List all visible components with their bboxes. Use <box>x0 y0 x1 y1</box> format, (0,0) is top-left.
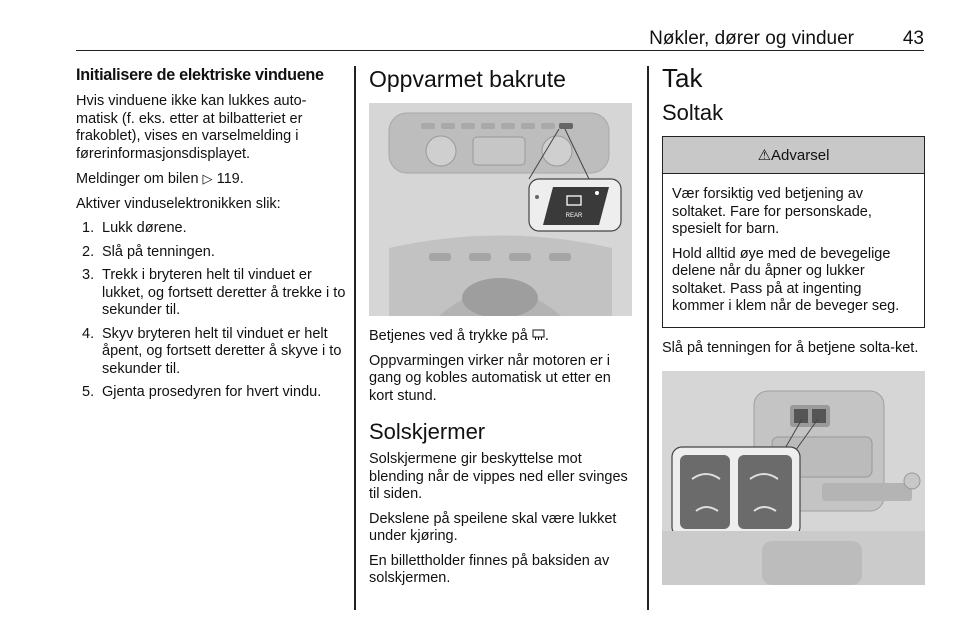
list-item: 5. Gjenta prosedyren for hvert vindu. <box>82 384 322 400</box>
section-heading: Initialisere de elektriske vinduene <box>76 66 324 84</box>
warning-body <box>663 174 924 327</box>
warning-box <box>662 136 925 328</box>
warning-header: ⚠Advarsel <box>663 137 924 174</box>
rear-button-label: REAR <box>565 213 583 219</box>
column-2 <box>369 66 634 595</box>
chapter-title: Nøkler, dører og vinduer <box>649 28 854 49</box>
column-1 <box>76 66 346 408</box>
column-3 <box>662 63 925 585</box>
column-divider <box>354 66 356 610</box>
step-list <box>76 220 346 402</box>
chapter-heading: Tak <box>662 63 703 93</box>
paragraph: Aktiver vinduselektronikken slik: <box>76 195 281 212</box>
list-item: 1. Lukk dørene. <box>82 220 187 236</box>
paragraph: Hold alltid øye med de bevegelige delene når du åpner og lukker soltaket. Pass på at ingenting kommer i klem når de beveger seg. <box>672 245 900 314</box>
paragraph: En billettholder finnes på baksiden av solskjermen. <box>369 552 610 586</box>
paragraph: Solskjermene gir beskyttelse mot blending når de vippes ned eller svinges til siden. <box>369 451 628 502</box>
paragraph: Vær forsiktig ved betjening av soltaket. Fare for personskade, spesielt for barn. <box>672 186 872 237</box>
sunroof-switch-figure <box>662 371 925 585</box>
page-header <box>76 28 924 51</box>
paragraph: Slå på tenningen for å betjene solta-ket. <box>662 339 919 356</box>
rear-defrost-icon <box>532 329 545 341</box>
column-divider <box>647 66 649 610</box>
paragraph: Oppvarmingen virker når motoren er i gang og kobles automatisk ut etter en kort stund. <box>369 352 611 404</box>
paragraph: Dekslene på speilene skal være lukket under kjøring. <box>369 510 617 544</box>
paragraph: Betjenes ved å trykke på . <box>369 328 549 344</box>
paragraph: Hvis vinduene ikke kan lukkes auto-matisk (f. eks. etter at bilbatteriet er frakoblet), vises en varselmelding i førerinformasjonsdisplayet. <box>76 93 307 162</box>
dashboard-illustration <box>369 103 632 316</box>
paragraph: Meldinger om bilen ▷ 119. <box>76 171 244 187</box>
section-heading: Oppvarmet bakrute <box>369 66 566 92</box>
rear-window-heater-figure <box>369 103 632 316</box>
roof-console-illustration <box>662 371 925 585</box>
section-heading: Soltak <box>662 100 724 125</box>
list-item: 3. Trekk i bryteren helt til vinduet er lukket, og fortsett deretter å trekke i to sekunder til. <box>82 267 346 318</box>
section-heading: Solskjermer <box>369 419 486 444</box>
list-item: 2. Slå på tenningen. <box>82 243 215 260</box>
warning-triangle-icon: ⚠ <box>757 147 772 164</box>
page-number: 43 <box>902 28 924 49</box>
list-item: 4. Skyv bryteren helt til vinduet er helt åpent, og fortsett deretter å skyve i to sekunder til. <box>82 325 342 377</box>
reference-arrow-icon: ▷ <box>202 171 213 186</box>
